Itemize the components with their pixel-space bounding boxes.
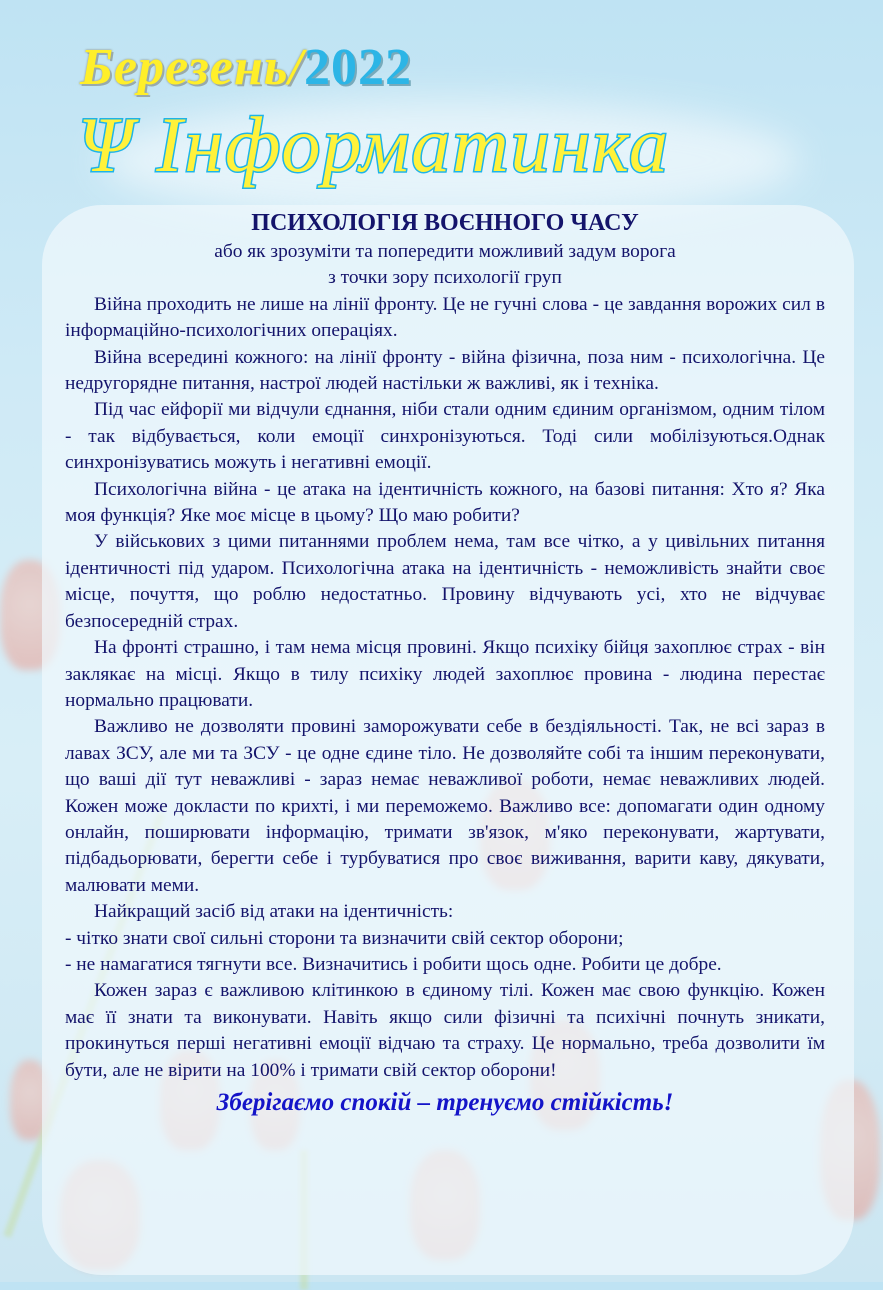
article-subtitle: або як зрозуміти та попередити можливий задум ворога xyxy=(214,241,676,262)
closing-paragraph: Кожен зараз є важливою клітинкою в єдиному тілі. Кожен має свою функцію. Кожен має її знати та виконувати. Навіть якщо сили фізичні та психічні почнуть зникати, прокинуться перші негативні емоції відчаю та страху. Це нормально, треба дозволити їм бути, але не вірити на 100% і тримати свій сектор оборони! xyxy=(65,980,825,1081)
list-item: - не намагатися тягнути все. Визначитись і робити щось одне. Робити це добре. xyxy=(65,953,722,975)
paragraph: Війна проходить не лише на лінії фронту. Це не гучні слова - це завдання ворожих сил в інформаційно-психологічних операціях. xyxy=(65,293,825,342)
paragraph: На фронті страшно, і там нема місця провині. Якщо психіку бійця захоплює страх - він заклякає на місці. Якщо в тилу психіку людей захоплює провина - людина перестає нормально працювати. xyxy=(65,637,825,711)
newsletter-title: Ψ Інформатинка xyxy=(78,101,670,188)
paragraph: Психологічна війна - це атака на ідентичність кожного, на базові питання: Хто я? Яка моя функція? Яке моє місце в цьому? Що маю робити? xyxy=(65,478,825,527)
slogan: Зберігаємо спокій – тренуємо стійкість! xyxy=(216,1089,674,1116)
list-item: - чітко знати свої сильні сторони та визначити свій сектор оборони; xyxy=(65,927,624,949)
article-heading: ПСИХОЛОГІЯ ВОЄННОГО ЧАСУ xyxy=(251,210,639,236)
article xyxy=(65,207,825,1116)
paragraph: Під час ейфорії ми відчули єднання, ніби стали одним єдиним організмом, одним тілом - так відбувається, коли емоції синхронізуються. Тоді сили мобілізуються.Однак синхронізуватись можуть і негативні емоції. xyxy=(65,399,825,474)
paragraph: Важливо не дозволяти провині заморожувати себе в бездіяльності. Так, не всі зараз в лавах ЗСУ, але ми та ЗСУ - це одне єдине тіло. Не дозволяйте собі та іншим переконувати, що ваші дії тут неважливі - зараз немає неважливої роботи, немає неважливих людей. Кожен може докласти по крихті, і ми переможемо. Важливо все: допомагати один одному онлайн, поширювати інформацію, тримати зв'язок, м'яко переконувати, жартувати, підбадьорювати, берегти себе і турбуватися про своє виживання, варити каву, дякувати, малювати меми. xyxy=(65,716,825,896)
paragraph: У військових з цими питаннями проблем нема, там все чітко, а у цивільних питання ідентичності під ударом. Психологічна атака на ідентичність - неможливість знайти своє місце, почуття, що роблю недостатньо. Провину відчувають усі, хто не відчуває безпосередній страх. xyxy=(65,531,825,632)
issue-date: Березень/2022 xyxy=(80,39,412,96)
paragraph: Найкращий засіб від атаки на ідентичність: xyxy=(94,901,454,923)
paragraph: Війна всередині кожного: на лінії фронту - війна фізична, поза ним - психологічна. Це недругорядне питання, настрої людей настільки ж важливі, як і техніка. xyxy=(65,346,825,395)
article-subtitle: з точки зору психології груп xyxy=(328,267,562,289)
